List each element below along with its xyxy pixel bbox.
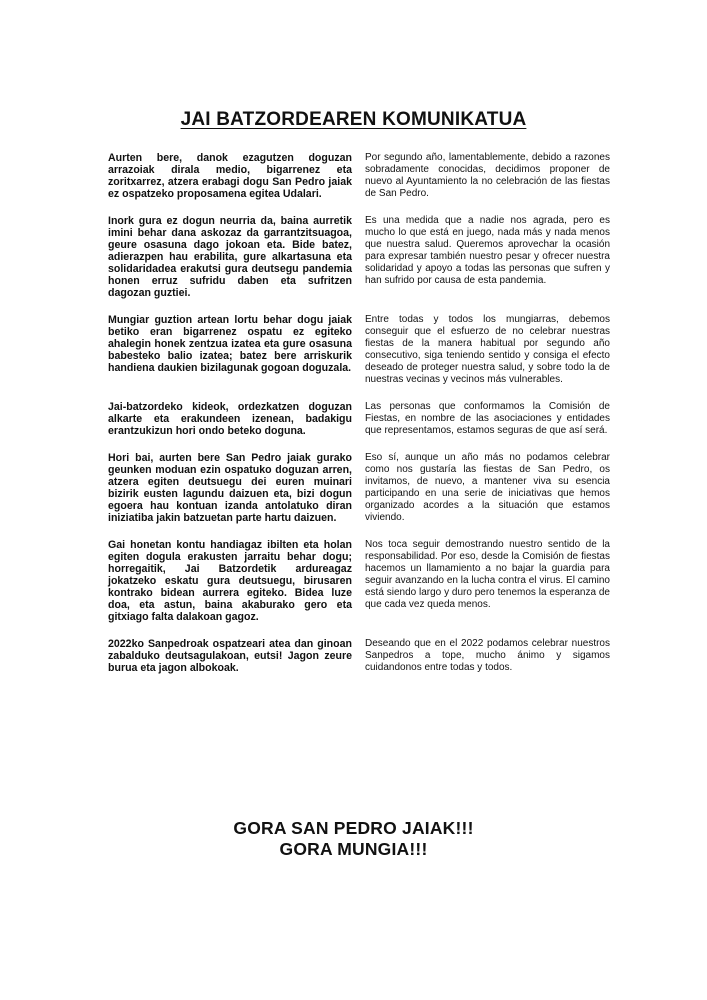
communique-row (108, 539, 610, 623)
spanish-paragraph (365, 215, 610, 287)
paragraph-text: Mungiar guztion artean lortu behar dogu jaiak betiko eran bigarrenez ospatu ez egiteko ahalegin honek zentzua izatea eta gure osasuna babesteko balio izatea; batez bere arriskurik handiena daukien bizilagunak gogoan doguzala. (108, 314, 352, 374)
paragraph-text: Las personas que conformamos la Comisión de Fiestas, en nombre de las asociaciones y entidades que representamos, estamos seguras de que así será. (365, 401, 610, 436)
paragraph-text: Hori bai, aurten bere San Pedro jaiak gurako geunken moduan ezin ospatuko doguzan arren, atzera egiten deutsuegu dei euren muinari bizirik eusten lagundu daizuen eta, bizi dogun egoera hau kontuan izanda antolatuko diran iniziatiba jakin batzuetan parte hartu daizuen. (108, 452, 352, 524)
communique-row (108, 152, 610, 200)
paragraph-text: Gai honetan kontu handiagaz ibilten eta holan egiten dogula erakusten jarraitu behar dogu; horregaitik, Jai Batzordetik ardureagaz jokatzeko eskatu gura deutsuegu, birusaren kontrako bidean aurrera egiteko. Bidea luze doa, eta astun, baina akaburako gero eta gitxiago falta dalakoan gagoz. (108, 539, 352, 623)
paragraph-text: 2022ko Sanpedroak ospatzeari atea dan ginoan zabalduko deutsagulakoan, eutsi! Jagon zeure burua eta jagon albokoak. (108, 638, 352, 674)
basque-paragraph (108, 539, 352, 623)
paragraph-text: Es una medida que a nadie nos agrada, pero es mucho lo que está en juego, nada más y nada menos que nuestra salud. Queremos aprovechar la ocasión para expresar también nuestro pesar y ofrecer nuestra solidaridad y apoyo a todas las personas que sufren y han sufrido por causa de esta pandemia. (365, 215, 610, 286)
footer-slogan-1: GORA SAN PEDRO JAIAK!!! (233, 818, 474, 838)
page-title: JAI BATZORDEAREN KOMUNIKATUA (180, 108, 527, 130)
spanish-paragraph (365, 539, 610, 611)
spanish-paragraph (365, 452, 610, 524)
basque-paragraph (108, 401, 352, 437)
paragraph-text: Eso sí, aunque un año más no podamos celebrar como nos gustaría las fiestas de San Pedro, os invitamos, de nuevo, a mantener viva su esencia participando en una serie de iniciativas que hemos organizado acordes a la situación que estamos viviendo. (365, 452, 610, 523)
paragraph-text: Aurten bere, danok ezagutzen doguzan arrazoiak dirala medio, bigarrenez eta zoritxarrez, atzera erabagi dogu San Pedro jaiak ez ospatzeko proposamena egitea Udalari. (108, 152, 352, 200)
spanish-paragraph (365, 401, 610, 437)
paragraph-text: Nos toca seguir demostrando nuestro sentido de la responsabilidad. Por eso, desde la Comisión de fiestas hacemos un llamamiento a no bajar la guardia para seguir avanzando en la lucha contra el virus. El camino está siendo largo y duro pero tenemos la esperanza de que cada vez queda menos. (365, 539, 610, 610)
paragraph-text: Deseando que en el 2022 podamos celebrar nuestros Sanpedros a tope, mucho ánimo y sigamos cuidandonos entre todas y todos. (365, 638, 610, 673)
basque-paragraph (108, 152, 352, 200)
communique-row (108, 452, 610, 524)
communique-row (108, 638, 610, 674)
footer-slogans (0, 818, 707, 860)
communique-row (108, 314, 610, 386)
communique-row (108, 215, 610, 299)
paragraph-text: Entre todas y todos los mungiarras, debemos conseguir que el esfuerzo de no celebrar nuestras fiestas de la manera habitual por segundo año consecutivo, siga teniendo sentido y consiga el efecto deseado de proteger nuestra salud, y sobre todo la de nuestras vecinas y vecinos más vulnerables. (365, 314, 610, 385)
communique-body (108, 152, 610, 689)
communique-row (108, 401, 610, 437)
paragraph-text: Inork gura ez dogun neurria da, baina aurretik imini behar dana askozaz da garrantzitsuagoa, geure osasuna dago jokoan eta. Bide batez, adierazpen hau erabilita, gure alkartasuna eta solidaridadea erakutsi gura deutsegu pandemia honen erruz sufridu daben eta sufritzen dagozan guztiei. (108, 215, 352, 299)
basque-paragraph (108, 215, 352, 299)
paragraph-text: Jai-batzordeko kideok, ordezkatzen doguzan alkarte eta erakundeen izenean, badakigu erantzukizun hori ondo beteko doguna. (108, 401, 352, 437)
basque-paragraph (108, 638, 352, 674)
basque-paragraph (108, 452, 352, 524)
spanish-paragraph (365, 314, 610, 386)
footer-slogan-2: GORA MUNGIA!!! (279, 839, 428, 859)
spanish-paragraph (365, 152, 610, 200)
basque-paragraph (108, 314, 352, 374)
paragraph-text: Por segundo año, lamentablemente, debido a razones sobradamente conocidas, decidimos proponer de nuevo al Ayuntamiento la no celebración de las fiestas de San Pedro. (365, 152, 610, 199)
spanish-paragraph (365, 638, 610, 674)
